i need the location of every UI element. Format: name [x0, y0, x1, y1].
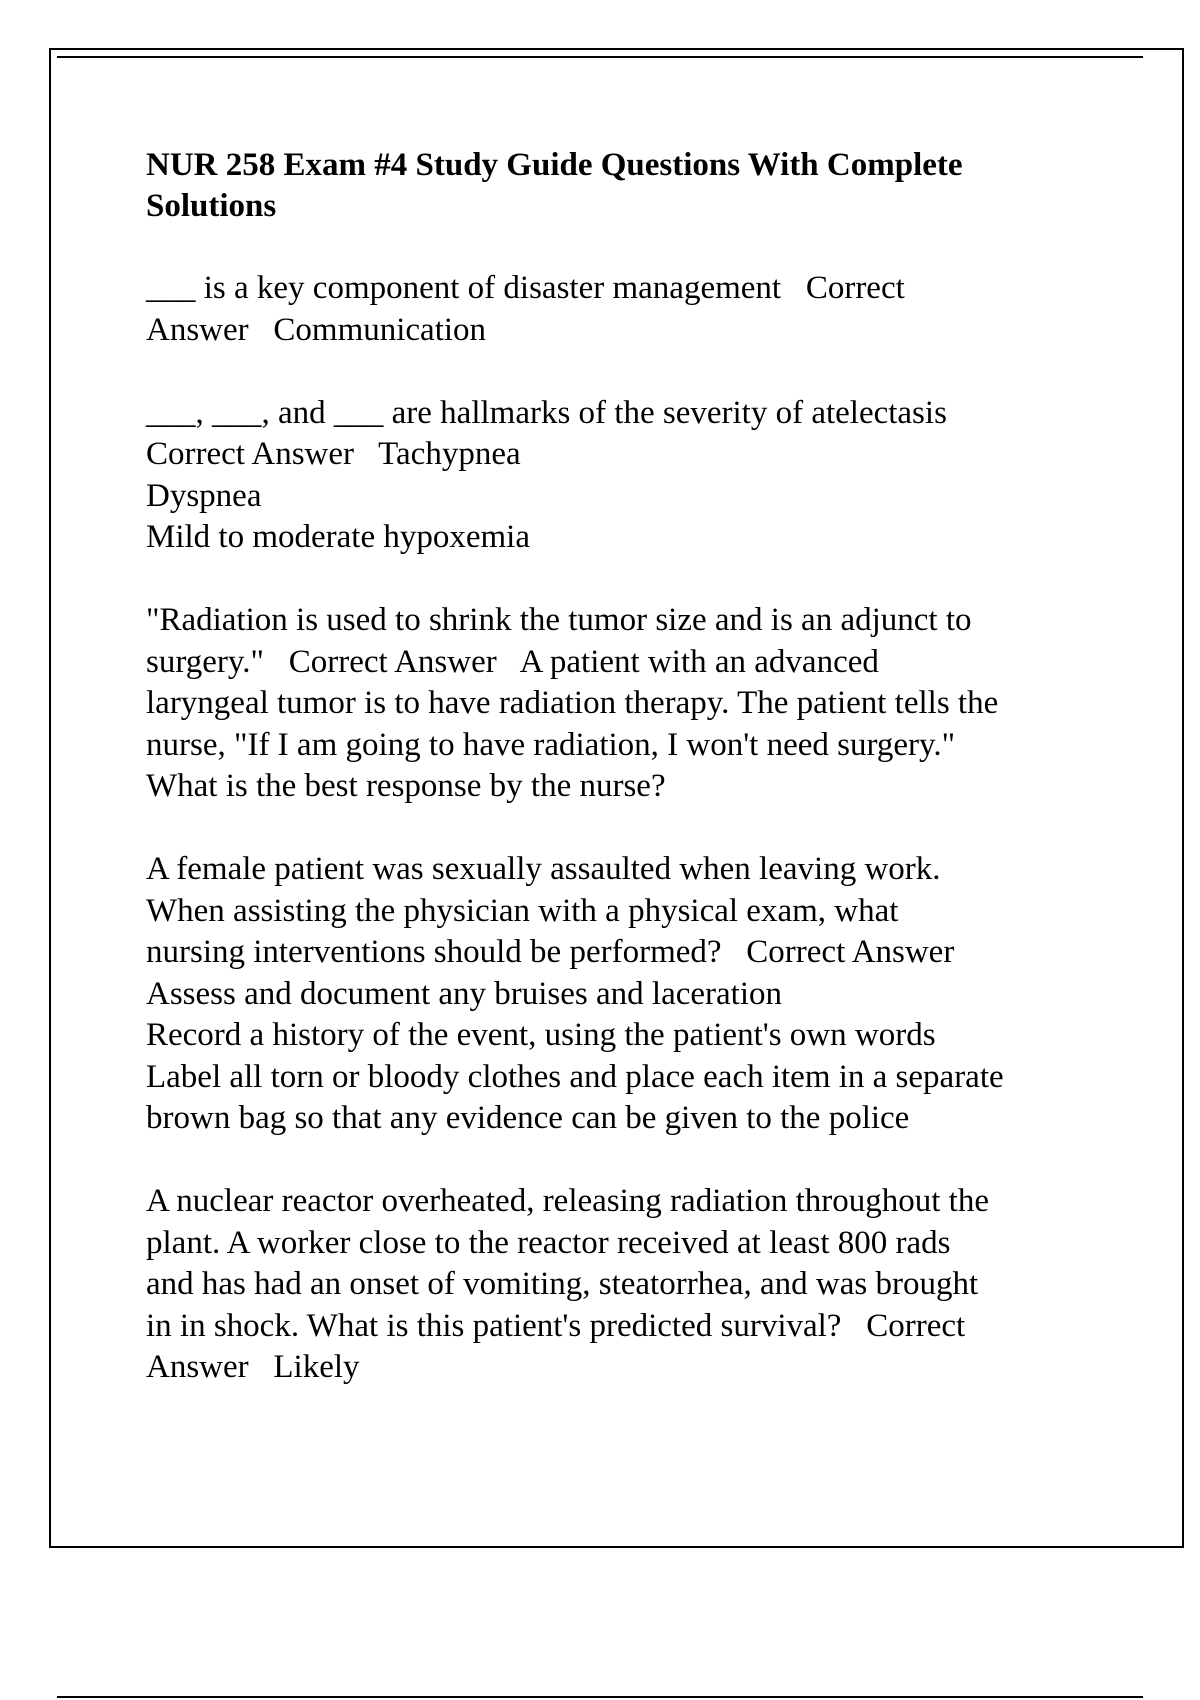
qa-item-3	[146, 600, 1106, 808]
qa-line: "Radiation is used to shrink the tumor size and is an adjunct to	[146, 602, 972, 638]
title-line: Solutions	[146, 188, 277, 224]
qa-line: Label all torn or bloody clothes and place each item in a separate	[146, 1058, 1004, 1095]
qa-line: brown bag so that any evidence can be given to the police	[146, 1100, 910, 1136]
qa-line: ___, ___, and ___ are hallmarks of the severity of atelectasis	[146, 394, 947, 431]
qa-line: What is the best response by the nurse?	[146, 768, 666, 804]
qa-line: When assisting the physician with a physical exam, what	[146, 892, 899, 929]
document-title	[146, 145, 1106, 227]
qa-line: in in shock. What is this patient's predicted survival? Correct	[146, 1307, 966, 1344]
qa-line: A nuclear reactor overheated, releasing radiation throughout the	[146, 1183, 989, 1219]
qa-line: nurse, "If I am going to have radiation, I won't need surgery."	[146, 726, 956, 763]
qa-line: Correct Answer Tachypnea	[146, 436, 521, 472]
qa-line: Assess and document any bruises and laceration	[146, 975, 782, 1012]
qa-line: ___ is a key component of disaster management Correct	[146, 270, 905, 306]
qa-line: plant. A worker close to the reactor received at least 800 rads	[146, 1224, 951, 1261]
qa-line: Answer Likely	[146, 1349, 360, 1385]
title-line: NUR 258 Exam #4 Study Guide Questions With Complete	[146, 147, 963, 183]
qa-item-4	[146, 849, 1106, 1140]
qa-line: Record a history of the event, using the patient's own words	[146, 1017, 936, 1053]
qa-line: Mild to moderate hypoxemia	[146, 519, 530, 555]
document-body	[146, 145, 1106, 1430]
qa-line: surgery." Correct Answer A patient with an advanced	[146, 643, 879, 680]
qa-line: and has had an onset of vomiting, steatorrhea, and was brought	[146, 1266, 979, 1302]
qa-line: Dyspnea	[146, 477, 262, 514]
qa-item-1	[146, 268, 1106, 351]
bottom-rule	[57, 1696, 1143, 1698]
qa-line: A female patient was sexually assaulted when leaving work.	[146, 851, 941, 887]
qa-line: laryngeal tumor is to have radiation therapy. The patient tells the	[146, 685, 999, 721]
qa-item-2	[146, 393, 1106, 559]
qa-line: Answer Communication	[146, 311, 487, 348]
qa-item-5	[146, 1181, 1106, 1389]
qa-line: nursing interventions should be performed? Correct Answer	[146, 934, 955, 970]
